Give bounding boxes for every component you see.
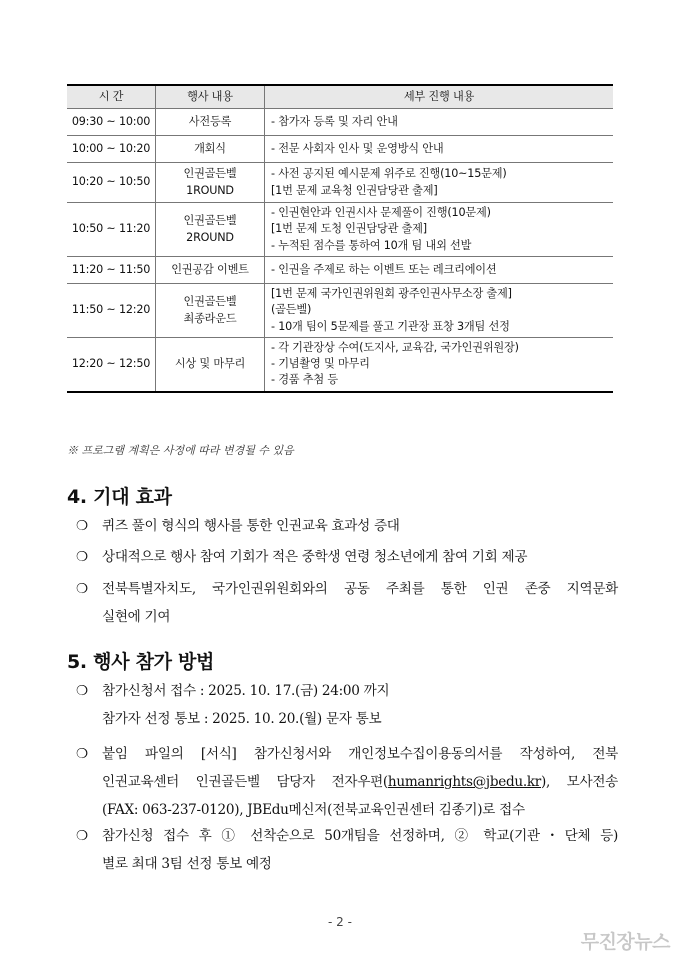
section4-item-3-line2: 실현에 기여: [102, 609, 171, 625]
schedule-event-line: 1ROUND: [186, 183, 234, 197]
schedule-event-line: 개회식: [194, 141, 226, 155]
schedule-detail-line: - 참가자 등록 및 자리 안내: [271, 114, 398, 128]
schedule-time: 10:50 ~ 11:20: [67, 203, 156, 257]
schedule-detail-line: - 사전 공지된 예시문제 위주로 진행(10~15문제): [271, 167, 507, 181]
section5-item-2-line2: [76, 768, 618, 796]
schedule-table: [67, 84, 613, 393]
section5-item-2: [76, 740, 618, 824]
schedule-event-line: 2ROUND: [186, 230, 234, 244]
schedule-time: 10:20 ~ 10:50: [67, 163, 156, 203]
schedule-details: [265, 136, 614, 163]
section5-title: 5. 행사 참가 방법: [67, 651, 215, 673]
section5-item-3-line1: 참가신청 접수 후 ① 선착순으로 50개팀을 선정하며, ② 학교(기관・단체 등): [102, 828, 618, 844]
schedule-row: [67, 163, 613, 203]
schedule-row: [67, 338, 613, 392]
bullet-icon: ❍: [76, 746, 88, 762]
schedule-detail-line: (골든벨): [271, 303, 312, 317]
schedule-detail-line: [1번 문제 도청 인권담당관 출제]: [271, 222, 427, 236]
schedule-event: [156, 163, 265, 203]
schedule-event-line: 인권골든벨: [183, 167, 237, 181]
header-details: 세부 진행 내용: [265, 85, 614, 109]
section5-item-1-line2: 참가자 선정 통보 : 2025. 10. 20.(월) 문자 통보: [102, 711, 382, 727]
schedule-detail-line: - 각 기관장상 수여(도지사, 교육감, 국가인권위원장): [271, 341, 519, 354]
schedule-details: [265, 338, 614, 392]
schedule-time: 10:00 ~ 10:20: [67, 136, 156, 163]
schedule-row: [67, 203, 613, 257]
bullet-icon: ❍: [76, 683, 88, 699]
section5-item-2-line2-pre: 인권교육센터 인권골든벨 담당자 전자우편(: [102, 774, 388, 790]
section5-item-1-line1: 참가신청서 접수 : 2025. 10. 17.(금) 24:00 까지: [102, 683, 390, 699]
schedule-event: [156, 257, 265, 284]
watermark-logo: 무진장뉴스: [580, 931, 670, 953]
schedule-details: [265, 257, 614, 284]
schedule-details: [265, 203, 614, 257]
bullet-icon: ❍: [76, 581, 88, 597]
section4-item-1: [76, 512, 618, 540]
schedule-detail-line: - 인권을 주제로 하는 이벤트 또는 레크리에이션: [271, 262, 497, 276]
bullet-icon: ❍: [76, 518, 88, 534]
section5-item-2-line3: (FAX: 063-237-0120), JBEdu메신저(전북교육인권센터 김종기)로 접수: [102, 802, 525, 818]
header-time: 시 간: [67, 85, 156, 109]
section4-item-3-line1: 전북특별자치도, 국가인권위원회와의 공동 주최를 통한 인권 존중 지역문화: [102, 581, 618, 597]
schedule-details: [265, 163, 614, 203]
schedule-detail-line: [1번 문제 국가인권위원회 광주인권사무소장 출제]: [271, 287, 512, 301]
schedule-event-line: 인권골든벨: [183, 295, 237, 309]
bullet-icon: ❍: [76, 549, 88, 565]
schedule-time: 11:50 ~ 12:20: [67, 284, 156, 338]
schedule-event: [156, 136, 265, 163]
page-number: - 2 -: [328, 915, 352, 929]
schedule-detail-line: - 기념촬영 및 마무리: [271, 357, 370, 371]
schedule-detail-line: - 경품 추첨 등: [271, 373, 338, 387]
schedule-event-line: 시상 및 마무리: [174, 357, 246, 371]
schedule-row: [67, 257, 613, 284]
section5-item-1: [76, 677, 618, 733]
section4-item-1-text: 퀴즈 풀이 형식의 행사를 통한 인권교육 효과성 증대: [102, 518, 400, 534]
schedule-event: [156, 203, 265, 257]
schedule-event: [156, 109, 265, 136]
bullet-icon: ❍: [76, 828, 88, 844]
schedule-row: [67, 109, 613, 136]
schedule-event-line: 사전등록: [188, 114, 232, 128]
schedule-details: [265, 284, 614, 338]
schedule-header-row: [67, 85, 613, 109]
section5-item-3: [76, 822, 618, 878]
schedule-detail-line: [1번 문제 교육청 인권담당관 출제]: [271, 183, 438, 197]
schedule-event: [156, 338, 265, 392]
schedule-detail-line: - 10개 팀이 5문제를 풀고 기관장 표창 3개팀 선정: [271, 319, 510, 333]
schedule-note: ※ 프로그램 계획은 사정에 따라 변경될 수 있음: [67, 444, 294, 457]
section5-item-3-line2: 별로 최대 3팀 선정 통보 예정: [102, 856, 272, 872]
schedule-time: 11:20 ~ 11:50: [67, 257, 156, 284]
schedule-event: [156, 284, 265, 338]
header-event: 행사 내용: [156, 85, 265, 109]
schedule-time: 12:20 ~ 12:50: [67, 338, 156, 392]
schedule-body: [67, 109, 613, 392]
schedule-detail-line: - 누적된 점수를 통하여 10개 팀 내외 선발: [271, 238, 472, 252]
section4-item-3: [76, 575, 618, 631]
section5-item-2-line2-post: ), 모사전송: [541, 774, 618, 790]
schedule-detail-line: - 전문 사회자 인사 및 운영방식 안내: [271, 141, 444, 155]
schedule-event-line: 인권공감 이벤트: [171, 262, 249, 276]
schedule-time: 09:30 ~ 10:00: [67, 109, 156, 136]
schedule-event-line: 최종라운드: [183, 311, 237, 325]
schedule-row: [67, 136, 613, 163]
email-link[interactable]: humanrights@jbedu.kr: [387, 774, 541, 790]
section4-item-2-text: 상대적으로 행사 참여 기회가 적은 중학생 연령 청소년에게 참여 기회 제공: [102, 549, 528, 565]
section4-item-2: [76, 543, 618, 571]
schedule-event-line: 인권골든벨: [183, 214, 237, 228]
section4-title: 4. 기대 효과: [67, 486, 172, 508]
schedule-row: [67, 284, 613, 338]
schedule-detail-line: - 인권현안과 인권시사 문제풀이 진행(10문제): [271, 206, 491, 220]
section5-item-2-line1: 붙임 파일의 [서식] 참가신청서와 개인정보수집이용동의서를 작성하여, 전북: [102, 746, 618, 762]
schedule-details: [265, 109, 614, 136]
